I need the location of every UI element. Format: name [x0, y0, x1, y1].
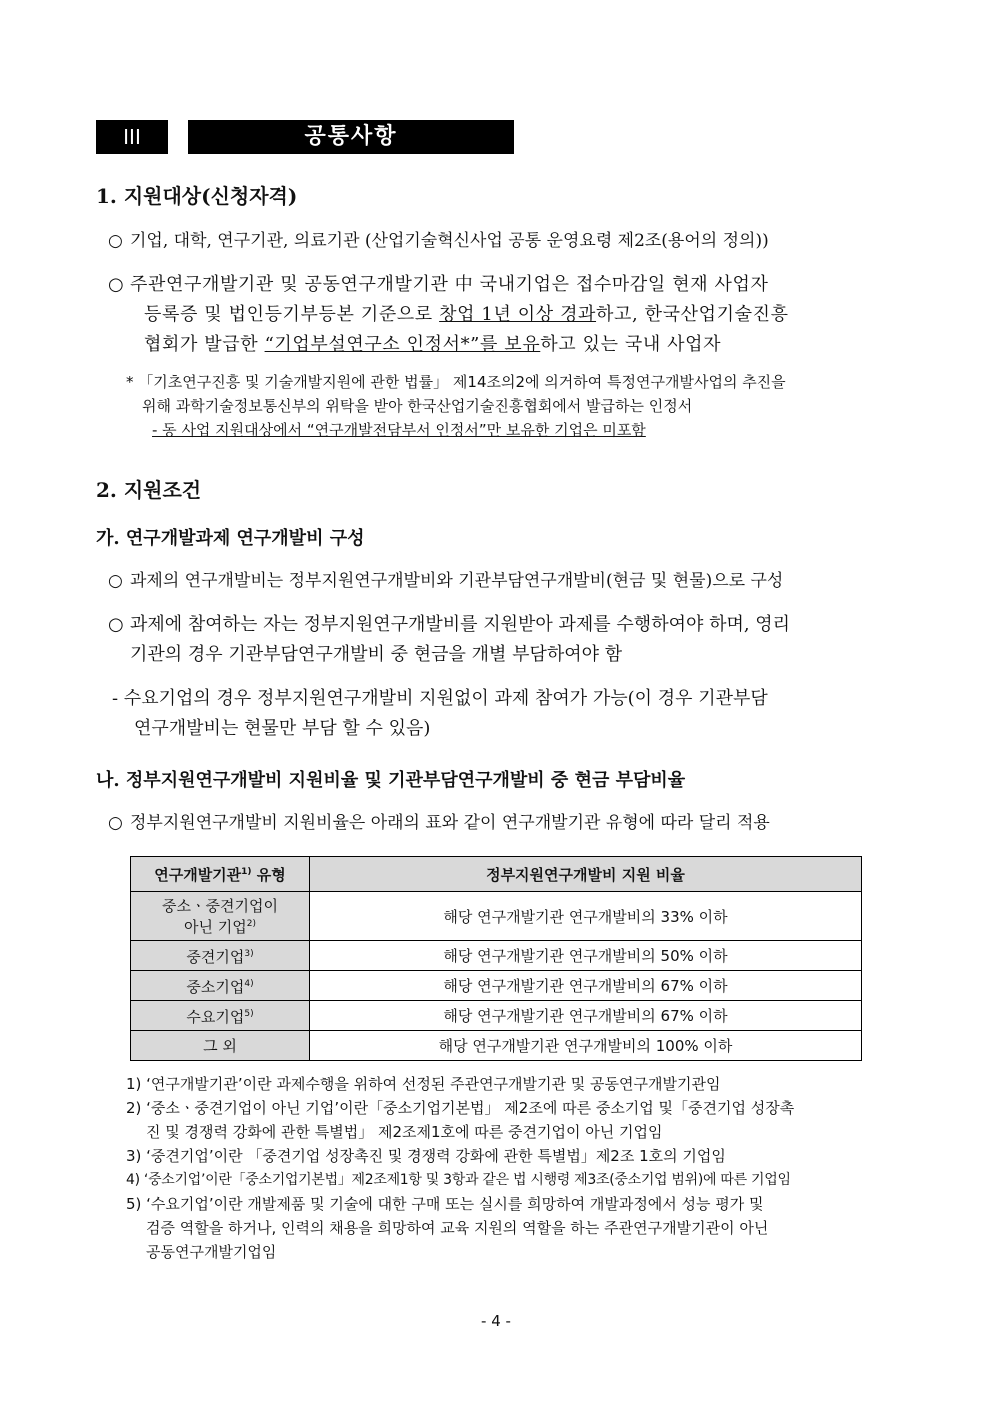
section-title-banner: 공통사항 [188, 120, 514, 154]
heading-na: 나. 정부지원연구개발비 지원비율 및 기관부담연구개발비 중 현금 부담비율 [96, 770, 686, 791]
footnote-1: 1) ‘연구개발기관’이란 과제수행을 위하여 선정된 주관연구개발기관 및 공동연구개발기관임 [126, 1075, 721, 1093]
ratio-cell: 해당 연구개발기관 연구개발비의 50% 이하 [310, 941, 862, 971]
underlined-one-year: 창업 1년 이상 경과 [439, 304, 597, 325]
footnote-4: 4) ‘중소기업’이란「중소기업기본법」제2조제1항 및 3항과 같은 법 시행령 제3조(중소기업 범위)에 따른 기업임 [126, 1172, 791, 1188]
dash-demand-company: - 수요기업의 경우 정부지원연구개발비 지원없이 과제 참여가 가능(이 경우 기관부담 연구개발비는 현물만 부담 할 수 있음) [112, 688, 768, 739]
org-type-cell: 그 외 [131, 1031, 310, 1061]
bullet-support-ratio: ○ 정부지원연구개발비 지원비율은 아래의 표와 같이 연구개발기관 유형에 따라 달리 적용 [108, 808, 770, 838]
table-row [131, 1031, 862, 1061]
heading-support-target: 1. 지원대상(신청자격) [96, 184, 298, 208]
table-header-row [131, 857, 862, 892]
org-type-cell: 중소기업$^{4)}$ [131, 971, 310, 1001]
heading-ga: 가. 연구개발과제 연구개발비 구성 [96, 528, 365, 549]
bullet-participant-burden: ○ 과제에 참여하는 자는 정부지원연구개발비를 지원받아 과제를 수행하여야 하며, 영리 기관의 경우 기관부담연구개발비 중 현금을 개별 부담하여야 함 [108, 610, 908, 670]
bullet-circle-icon: ○ [108, 571, 123, 591]
bullet-circle-icon: ○ [108, 614, 124, 635]
page-number: - 4 - [481, 1312, 511, 1330]
section-number-badge: III [96, 120, 168, 154]
table-row [131, 1001, 862, 1031]
note-certificate: * 「기초연구진흥 및 기술개발지원에 관한 법률」 제14조의2에 의거하여 특정연구개발사업의 추진을 위해 과학기술정보통신부의 위탁을 받아 한국산업기술진흥협회에서 발급하는 인정서 - 동 사업 지원대상에서 “연구개발전담부서 인정서”만 보유한 기업은 미포함 [126, 373, 786, 439]
bullet-circle-icon: ○ [108, 813, 123, 833]
table-row [131, 971, 862, 1001]
bullet-circle-icon: ○ [108, 274, 125, 295]
underlined-note-exclusion: - 동 사업 지원대상에서 “연구개발전담부서 인정서”만 보유한 기업은 미포함 [152, 421, 646, 439]
heading-support-conditions: 2. 지원조건 [96, 478, 202, 502]
bullet-circle-icon: ○ [108, 231, 123, 251]
footnote-5: 5) ‘수요기업’이란 개발제품 및 기술에 대한 구매 또는 실시를 희망하여 개발과정에서 성능 평가 및 검증 역할을 하거나, 인력의 채용을 희망하여 교육 지원의 역할을 하는 주관연구개발기관이 아닌 공동연구개발기업임 [126, 1195, 769, 1261]
col-header-org-type: 연구개발기관$^{1)}$ 유형 [131, 857, 310, 892]
table-row [131, 892, 862, 941]
table-row [131, 941, 862, 971]
ratio-cell: 해당 연구개발기관 연구개발비의 67% 이하 [310, 1001, 862, 1031]
ratio-cell: 해당 연구개발기관 연구개발비의 100% 이하 [310, 1031, 862, 1061]
bullet-rnd-cost-composition: ○ 과제의 연구개발비는 정부지원연구개발비와 기관부담연구개발비(현금 및 현물)으로 구성 [108, 566, 783, 596]
bullet-eligible-orgs: ○ 기업, 대학, 연구기관, 의료기관 (산업기술혁신사업 공통 운영요령 제2조(용어의 정의)) [108, 226, 769, 256]
footnotes [126, 1072, 906, 1264]
footnote-2: 2) ‘중소ㆍ중견기업이 아닌 기업’이란「중소기업기본법」 제2조에 따른 중소기업 및「중견기업 성장촉 진 및 경쟁력 강화에 관한 특별법」 제2조제1호에 따른 중견기업이 아닌 기업임 [126, 1099, 795, 1141]
org-type-cell: 중소ㆍ중견기업이 아닌 기업$^{2)}$ [131, 892, 310, 941]
ratio-cell: 해당 연구개발기관 연구개발비의 67% 이하 [310, 971, 862, 1001]
ratio-cell: 해당 연구개발기관 연구개발비의 33% 이하 [310, 892, 862, 941]
col-header-ratio: 정부지원연구개발비 지원 비율 [310, 857, 862, 892]
bullet-domestic-company: ○ 주관연구개발기관 및 공동연구개발기관 中 국내기업은 접수마감일 현재 사업자 등록증 및 법인등기부등본 기준으로 창업 1년 이상 경과하고, 한국산업기술진흥 협회가 발급한 “기업부설연구소 인정서*”를 보유하고 있는 국내 사업자 [108, 270, 908, 360]
footnote-3: 3) ‘중견기업’이란 「중견기업 성장촉진 및 경쟁력 강화에 관한 특별법」제2조 1호의 기업임 [126, 1147, 726, 1165]
org-type-cell: 중견기업$^{3)}$ [131, 941, 310, 971]
org-type-cell: 수요기업$^{5)}$ [131, 1001, 310, 1031]
support-ratio-table [130, 856, 862, 1061]
underlined-certificate: “기업부설연구소 인정서*”를 보유 [264, 334, 541, 355]
